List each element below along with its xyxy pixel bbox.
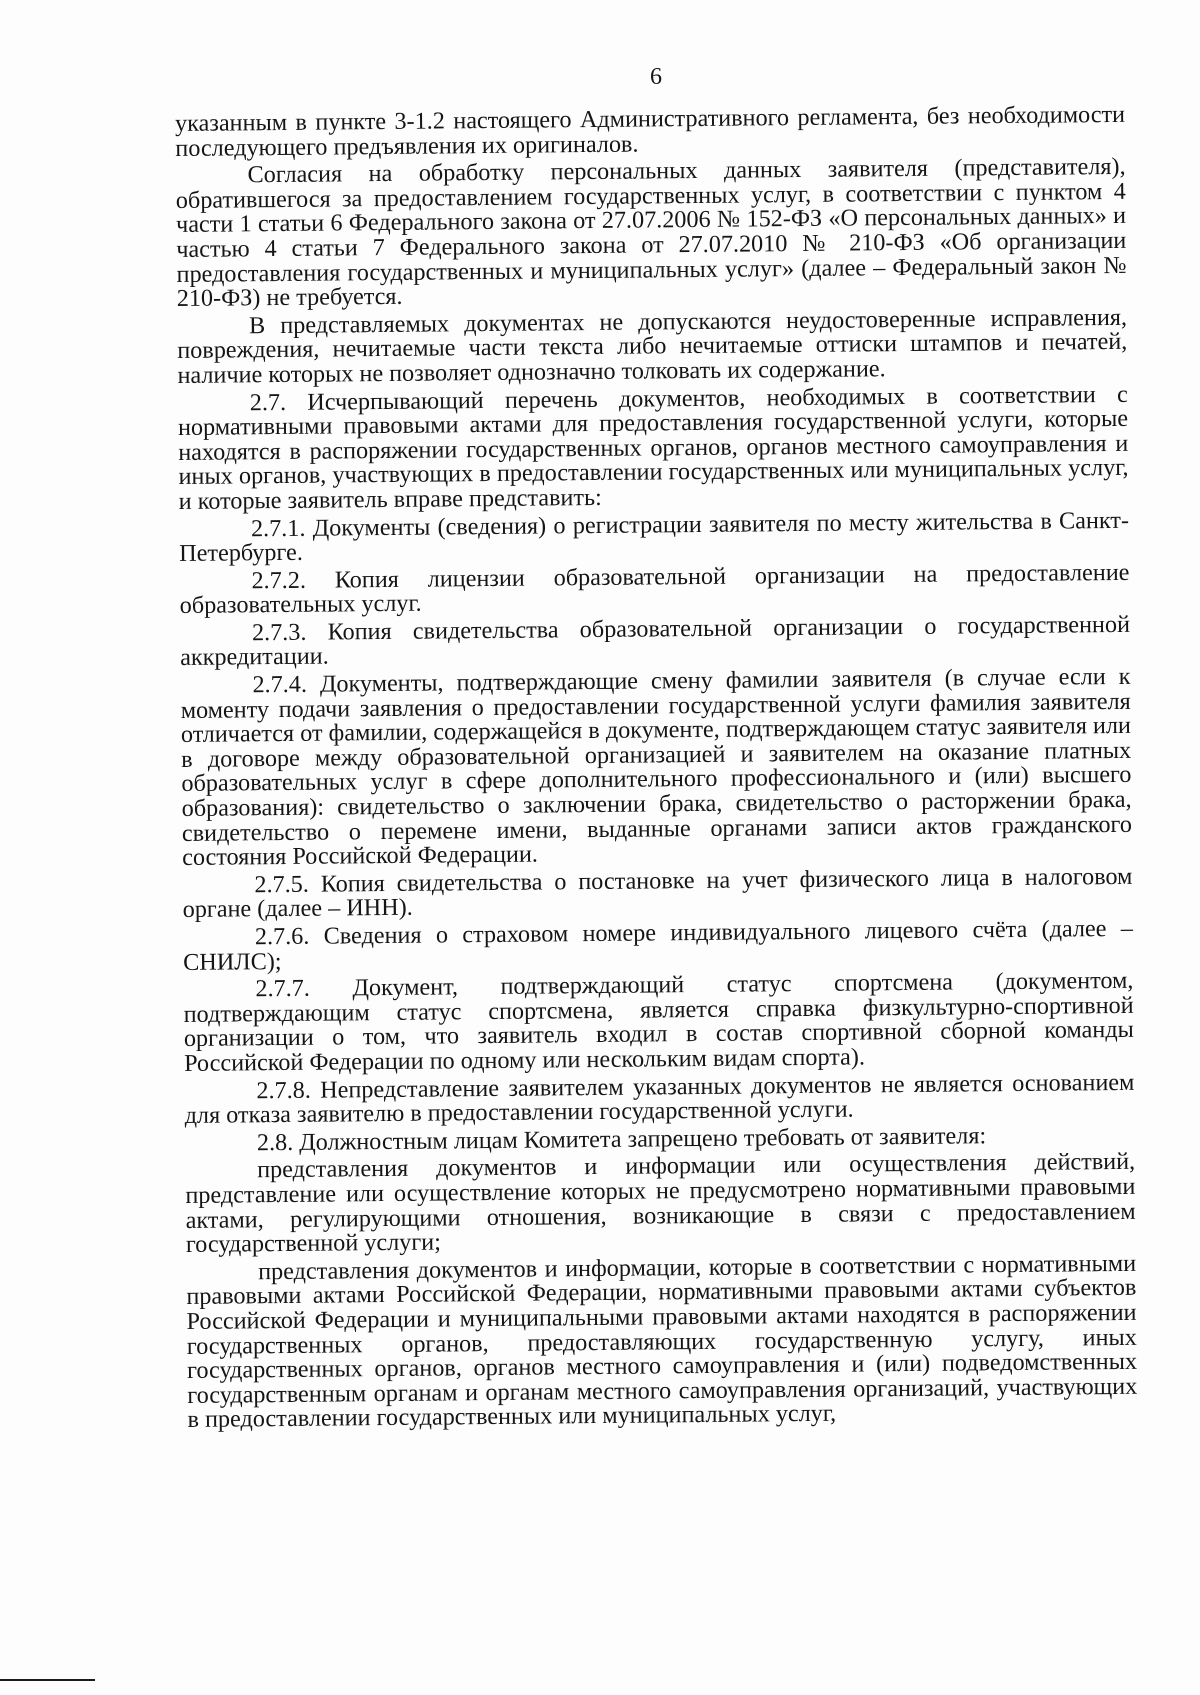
page-number: 6 <box>650 64 662 90</box>
paragraph: В представляемых документах не допускаются неудостоверенные исправления, повреждения, нечитаемые части текста либо нечитаемые оттиски штампов и печатей, наличие которых не позволяет однозначно толковать их содержание. <box>177 303 1128 389</box>
paragraph: представления документов и информации, которые в соответствии с нормативными правовыми актами Российской Федерации, нормативными правовыми актами субъектов Российской Федерации и муниципальными правовыми актами находятся в распоряжении государственных органов, предоставляющих государственную услугу, иных государственных органов, органов местного самоуправления и (или) подведомственных государственным органам и органам местного самоуправления организаций, участвующих в предоставлении государственных или муниципальных услуг, <box>186 1249 1138 1434</box>
paragraph: 2.8. Должностным лицам Комитета запрещено требовать от заявителя: <box>256 1122 987 1157</box>
paragraph: 2.7.6. Сведения о страховом номере индивидуального лицевого счёта (далее – СНИЛС); <box>183 914 1134 976</box>
paragraph: 2.7.5. Копия свидетельства о постановке на учет физического лица в налоговом органе (далее – ИНН). <box>182 862 1133 924</box>
document-body <box>174 100 1138 1434</box>
paragraph: 2.7.1. Документы (сведения) о регистрации заявителя по месту жительства в Санкт-Петербурге. <box>179 506 1130 568</box>
paragraph: 2.7. Исчерпывающий перечень документов, необходимых в соответствии с нормативными правовыми актами для предоставления государственной услуги, которые находятся в распоряжении государственных органов, органов местного самоуправления и иных органов, участвующих в предоставлении государственных или муниципальных услуг, и которые заявитель вправе представить: <box>177 380 1129 515</box>
paragraph: представления документов и информации или осуществления действий, представление или осуществление которых не предусмотрено нормативными правовыми актами, регулирующими отношения, возникающие в связи с предоставлением государственной услуги; <box>185 1148 1136 1259</box>
paragraph: 2.7.4. Документы, подтверждающие смену фамилии заявителя (в случае если к моменту подачи заявления о предоставлении государственной услуги фамилия заявителя отличается от фамилии, содержащейся в документе, подтверждающем статус заявителя или в договоре между образовательной организацией и заявителем на оказание платных образовательных услуг в сфере дополнительного профессионального и (или) высшего образования): свидетельство о заключении брака, свидетельство о расторжении брака, свидетельство о перемене имени, выданные органами записи актов гражданского состояния Российской Федерации. <box>180 662 1133 872</box>
paragraph: Согласия на обработку персональных данных заявителя (представителя), обратившегося за предоставлением государственных услуг, в соответствии с пунктом 4 части 1 статьи 6 Федерального закона от 27.07.2006 № 152-ФЗ «О персональных данных» и частью 4 статьи 7 Федерального закона от 27.07.2010 № 210-ФЗ «Об организации предоставления государственных и муниципальных услуг» (далее – Федеральный закон № 210-ФЗ) не требуется. <box>175 153 1127 313</box>
paragraph: 2.7.7. Документ, подтверждающий статус спортсмена (документом, подтверждающим статус спортсмена, является справка физкультурно-спортивной организации о том, что заявитель входил в состав спортивной сборной команды Российской Федерации по одному или нескольким видам спорта). <box>183 967 1134 1077</box>
paragraph: 2.7.2. Копия лицензии образовательной организации на предоставление образовательных услуг. <box>179 558 1130 620</box>
paragraph: 2.7.8. Непредставление заявителем указанных документов не является основанием для отказа заявителю в предоставлении государственной услуги. <box>184 1068 1135 1130</box>
paragraph: 2.7.3. Копия свидетельства образовательной организации о государственной аккредитации. <box>180 610 1131 672</box>
scan-edge-mark <box>0 1679 95 1681</box>
paragraph: указанным в пункте 3-1.2 настоящего Административного регламента, без необходимости последующего предъявления их оригиналов. <box>174 100 1126 162</box>
